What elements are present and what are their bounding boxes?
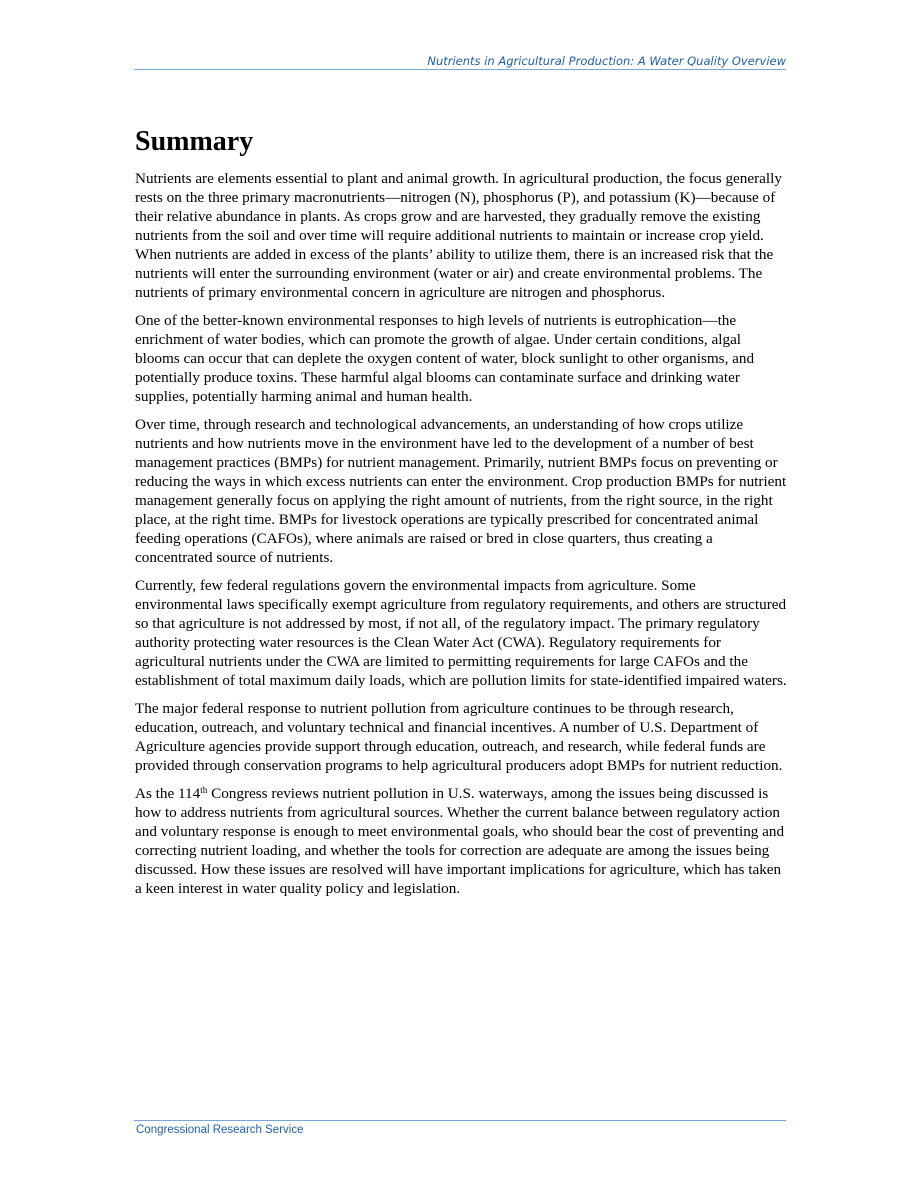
summary-body bbox=[135, 169, 787, 907]
paragraph-6-rest: Congress reviews nutrient pollution in U.S. waterways, among the issues being discussed is how to address nutrients from agricultural sources. Whether the current balance between regulatory action and voluntary response is enough to meet environmental goals, who should bear the cost of preventing and correcting nutrient loading, and whether the tools for correction are adequate are among the issues being discussed. How these issues are resolved will have important implications for agriculture, which has taken a keen interest in water quality policy and legislation. bbox=[135, 785, 785, 897]
paragraph-5: The major federal response to nutrient pollution from agriculture continues to be through research, education, outreach, and voluntary technical and financial incentives. A number of U.S. Department of Agriculture agencies provide support through education, outreach, and research, while federal funds are provided through conservation programs to help agricultural producers adopt BMPs for nutrient reduction. bbox=[135, 700, 783, 774]
running-header: Nutrients in Agricultural Production: A Water Quality Overview bbox=[427, 54, 786, 68]
paragraph-4: Currently, few federal regulations govern the environmental impacts from agriculture. Some environmental laws specifically exempt agriculture from regulatory requirements, and others are structured so that agriculture is not addressed by most, if not all, of the regulatory impact. The primary regulatory authority protecting water resources is the Clean Water Act (CWA). Regulatory requirements for agricultural nutrients under the CWA are limited to permitting requirements for large CAFOs and the establishment of total maximum daily loads, which are pollution limits for state-identified impaired waters. bbox=[135, 577, 787, 689]
paragraph-1: Nutrients are elements essential to plant and animal growth. In agricultural production, the focus generally rests on the three primary macronutrients—nitrogen (N), phosphorus (P), and potassium (K)—because of their relative abundance in plants. As crops grow and are harvested, they gradually remove the existing nutrients from the soil and over time will require additional nutrients to maintain or increase crop yield. When nutrients are added in excess of the plants’ ability to utilize them, there is an increased risk that the nutrients will enter the surrounding environment (water or air) and create environmental problems. The nutrients of primary environmental concern in agriculture are nitrogen and phosphorus. bbox=[135, 170, 782, 301]
paragraph-6 bbox=[135, 784, 787, 898]
paragraph-3: Over time, through research and technological advancements, an understanding of how crops utilize nutrients and how nutrients move in the environment have led to the development of a number of best management practices (BMPs) for nutrient management. Primarily, nutrient BMPs focus on preventing or reducing the ways in which excess nutrients can enter the environment. Crop production BMPs for nutrient management generally focus on applying the right amount of nutrients, from the right source, in the right place, at the right time. BMPs for livestock operations are typically prescribed for concentrated animal feeding operations (CAFOs), where animals are raised or bred in close quarters, thus creating a concentrated source of nutrients. bbox=[135, 416, 787, 566]
paragraph-6-lead: As the 114 bbox=[135, 785, 201, 802]
section-title: Summary bbox=[135, 126, 254, 157]
header-rule bbox=[134, 69, 786, 70]
footer-rule bbox=[134, 1120, 786, 1121]
paragraph-2: One of the better-known environmental responses to high levels of nutrients is eutrophication—the enrichment of water bodies, which can promote the growth of algae. Under certain conditions, algal blooms can occur that can deplete the oxygen content of water, block sunlight to other organisms, and potentially produce toxins. These harmful algal blooms can contaminate surface and drinking water supplies, potentially harming animal and human health. bbox=[135, 312, 755, 405]
ordinal-superscript: th bbox=[200, 785, 208, 795]
footer-organization: Congressional Research Service bbox=[136, 1124, 304, 1136]
